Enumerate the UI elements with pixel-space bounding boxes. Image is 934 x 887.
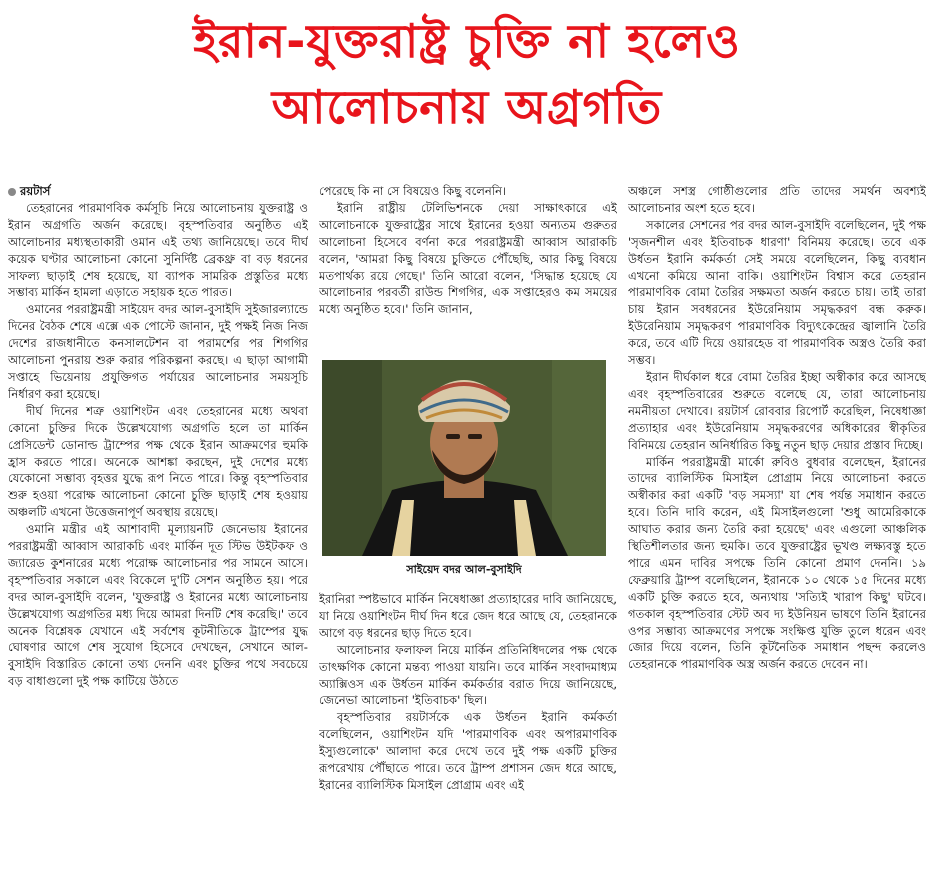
byline [8, 183, 308, 200]
paragraph: পেরেছে কি না সে বিষয়েও কিছু বলেননি। [319, 184, 507, 198]
paragraph: ইরান দীর্ঘকাল ধরে বোমা তৈরির ইচ্ছা অস্বীকার করে আসছে এবং বৃহস্পতিবারের শুরুতে বলেছে যে, তারা আলোচনায় নমনীয়তা দেখাবে। রয়টার্স রোববার রিপোর্ট করেছিল, নিষেধাজ্ঞা প্রত্যাহার এবং ইউরেনিয়াম সমৃদ্ধকরণের অধিকারের স্বীকৃতির বিনিময়ে তেহরান অনির্ধারিত কিছু নতুন ছাড় দেয়ার প্রস্তাব দিচ্ছে। [628, 369, 926, 452]
paragraph: মার্কিন পররাষ্ট্রমন্ত্রী মার্কো রুবিও বুধবার বলেছেন, ইরানের তাদের ব্যালিস্টিক মিসাইল প্রোগ্রাম নিয়ে আলোচনা করতে অস্বীকার করা একটি 'বড় সমস্যা' যা শেষ পর্যন্ত সমাধান করতে হবে। তিনি দাবি করেন, এই মিসাইলগুলো 'শুধু আমেরিকাকে আঘাত করার জন্য তৈরি করা হয়েছে' এবং এগুলো আঞ্চলিক স্থিতিশীলতার জন্য হুমকি। তবে যুক্তরাষ্ট্রের ভূখণ্ড লক্ষ্যবস্তু হতে পারে এমন দাবির সপক্ষে তিনি কোনো প্রমাণ দেননি। ১৯ ফেব্রুয়ারি ট্রাম্প বলেছিলেন, ইরানকে ১০ থেকে ১৫ দিনের মধ্যে একটি চুক্তি করতে হবে, অন্যথায় 'সত্যিই খারাপ কিছু' ঘটবে। গতকাল বৃহস্পতিবার স্টেট অব দ্য ইউনিয়ন ভাষণে তিনি ইরানের ওপর সম্ভাব্য আক্রমণের সপক্ষে সংক্ষিপ্ত যুক্তি তুলে ধরেন এবং জোর দিয়ে বলেন, তিনি কূটনৈতিক সমাধান পছন্দ করলেও তেহরানকে পারমাণবিক অস্ত্র অর্জন করতে দেবেন না। [628, 454, 926, 672]
byline-source: রয়টার্স [20, 184, 51, 198]
headline-line-2: আলোচনায় অগ্রগতি [271, 80, 663, 134]
paragraph: অঞ্চলে সশস্ত্র গোষ্ঠীগুলোর প্রতি তাদের সমর্থন অবশ্যই আলোচনার অংশ হতে হবে। [628, 184, 926, 215]
portrait-photo [322, 360, 606, 556]
photo-caption: সাইয়েদ বদর আল-বুসাইদি [406, 563, 522, 576]
paragraph: ওমানের পররাষ্ট্রমন্ত্রী সাইয়েদ বদর আল-বুসাইদি সুইজারল্যান্ডে দিনের বৈঠক শেষে এক্সে এক পোস্টে জানান, দুই পক্ষই নিজ নিজ দেশের রাজধানীতে কনসালটেশন বা পরামর্শের পর শিগগির আলোচনা পুনরায় শুরু করার পরিকল্পনা করছে। এ ছাড়া আগামী সপ্তাহে ভিয়েনায় প্রযুক্তিগত পর্যায়ের আলোচনার সময়সূচি নির্ধারণ করা হয়েছে। [8, 302, 308, 401]
paragraph: ইরানি রাষ্ট্রীয় টেলিভিশনকে দেয়া সাক্ষাৎকারে এই আলোচনাকে যুক্তরাষ্ট্রের সাথে ইরানের হওয়া অন্যতম গুরুতর আলোচনা হিসেবে বর্ণনা করে পররাষ্ট্রমন্ত্রী আব্বাস আরাকচি বলেন, 'আমরা কিছু বিষয়ে চুক্তিতে পৌঁছেছি, আর কিছু বিষয়ে মতপার্থক্য রয়ে গেছে।' তিনি আরো বলেন, 'সিদ্ধান্ত হয়েছে যে আলোচনার পরবর্তী রাউন্ড শিগগির, এক সপ্তাহেরও কম সময়ের মধ্যে অনুষ্ঠিত হবে।' তিনি জানান, [319, 200, 617, 317]
paragraph: আলোচনার ফলাফল নিয়ে মার্কিন প্রতিনিধিদলের পক্ষ থেকে তাৎক্ষণিক কোনো মন্তব্য পাওয়া যায়নি। তবে মার্কিন সংবাদমাধ্যম অ্যাক্সিওস এক উর্ধতন মার্কিন কর্মকর্তার বরাত দিয়ে জানিয়েছে, জেনেভা আলোচনা 'ইতিবাচক' ছিল। [319, 642, 617, 708]
bullet-icon [8, 188, 16, 196]
paragraph: তেহরানের পারমাণবিক কর্মসূচি নিয়ে আলোচনায় যুক্তরাষ্ট্র ও ইরান অগ্রগতি অর্জন করেছে। বৃহস্পতিবার অনুষ্ঠিত এই আলোচনার মধ্যস্থতাকারী ওমান এই তথ্য জানিয়েছে। তবে দীর্ঘ কয়েক ঘণ্টার আলোচনা কোনো সুনির্দিষ্ট ব্রেকথ্রু বা বড় ধরনের সাফল্য ছাড়াই শেষ হয়েছে, যা ব্যাপক সামরিক প্রস্তুতির মধ্যে সম্ভাব্য মার্কিন হামলা এড়াতে সহায়ক হতে পারত। [8, 200, 308, 300]
article-column-2 [319, 183, 617, 353]
headline [0, 8, 934, 140]
paragraph: সকালের সেশনের পর বদর আল-বুসাইদি বলেছিলেন, দুই পক্ষ 'সৃজনশীল এবং ইতিবাচক ধারণা' বিনিময় করেছে। তবে এক উর্ধতন ইরানি কর্মকর্তা সেই সময়ে বলেছিলেন, কিছু ব্যবধান এখনো কমিয়ে আনা বাকি। ওয়াশিংটন বিশ্বাস করে তেহরান পারমাণবিক বোমা তৈরির সক্ষমতা অর্জন করতে চায়। তাই তারা চায় ইরান সবধরনের ইউরেনিয়াম সমৃদ্ধকরণ বন্ধ করুক। ইউরেনিয়াম সমৃদ্ধকরণ পারমাণবিক বিদ্যুৎকেন্দ্রের জ্বালানি তৈরি করে, তবে এটি দিয়ে ওয়ারহেড বা পারমাণবিক অস্ত্রও তৈরি করা সম্ভব। [628, 217, 926, 368]
paragraph: বৃহস্পতিবার রয়টার্সকে এক উর্ধতন ইরানি কর্মকর্তা বলেছিলেন, ওয়াশিংটন যদি 'পারমাণবিক এবং অপারমাণবিক ইস্যুগুলোকে' আলাদা করে দেখে তবে দুই পক্ষ একটি চুক্তির রূপরেখায় পৌঁছাতে পারে। তবে ট্রাম্প প্রশাসন জেদ ধরে আছে, ইরানের ব্যালিস্টিক মিসাইল প্রোগ্রাম এবং এই [319, 710, 617, 792]
headline-line-1: ইরান-যুক্তরাষ্ট্র চুক্তি না হলেও [193, 14, 741, 68]
portrait-illustration [322, 360, 606, 556]
article-column-1 [8, 183, 308, 883]
article-column-3 [628, 183, 926, 883]
article-column-2-continued [319, 591, 617, 883]
paragraph: ইরানিরা স্পষ্টভাবে মার্কিন নিষেধাজ্ঞা প্রত্যাহারের দাবি জানিয়েছে, যা নিয়ে ওয়াশিংটন দীর্ঘ দিন ধরে জেদ ধরে আছে যে, তেহরানকে আগে বড় ধরনের ছাড় দিতে হবে। [319, 592, 617, 640]
paragraph: ওমানি মন্ত্রীর এই আশাবাদী মূল্যায়নটি জেনেভায় ইরানের পররাষ্ট্রমন্ত্রী আব্বাস আরাকচি এবং মার্কিন দূত স্টিভ উইটকফ ও জ্যারেড কুশনারের মধ্যে পরোক্ষ আলোচনার পর সামনে আসে। বৃহস্পতিবার সকালে এবং বিকেলে দু'টি সেশন অনুষ্ঠিত হয়। পরে বদর আল-বুসাইদি বলেন, 'যুক্তরাষ্ট্র ও ইরানের মধ্যে আলোচনায় উল্লেখযোগ্য অগ্রগতির মধ্য দিয়ে আমরা দিনটি শেষ করেছি।' তবে অনেক বিশ্লেষক যেখানে এই সর্বশেষ কূটনীতিকে ট্রাম্পের যুদ্ধ ঘোষণার আগে শেষ সুযোগ হিসেবে দেখছেন, সেখানে আল-বুসাইদি বিস্তারিত কোনো তথ্য দেননি এবং চুক্তির পথে সবচেয়ে বড় বাধাগুলো দুই পক্ষ কাটিয়ে উঠতে [8, 522, 308, 689]
paragraph: দীর্ঘ দিনের শত্রু ওয়াশিংটন এবং তেহরানের মধ্যে অথবা কোনো চুক্তির দিকে উল্লেখযোগ্য অগ্রগতি হলে তা মার্কিন প্রেসিডেন্ট ডোনাল্ড ট্রাম্পের পক্ষ থেকে ইরান আক্রমণের হুমকি হ্রাস করতে পারে। অনেকে আশঙ্কা করছেন, দুই দেশের মধ্যে যেকোনো সম্ভাব্য বৃহত্তর যুদ্ধে রূপ নিতে পারে। কিন্তু বৃহস্পতিবার শুরু হওয়া পরোক্ষ আলোচনা কোনো চুক্তি ছাড়াই শেষ হওয়ায় অঞ্চলটি এখনো উত্তেজনাপূর্ণ অবস্থায় রয়েছে। [8, 403, 308, 520]
